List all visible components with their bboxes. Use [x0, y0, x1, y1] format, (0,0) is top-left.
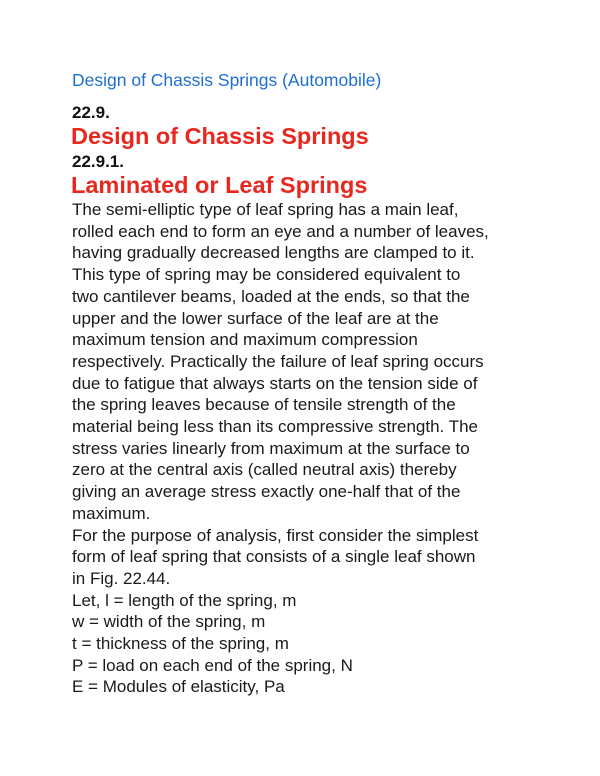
text-line: due to fatigue that always starts on the tension side of: [72, 373, 478, 393]
text-line: E = Modules of elasticity, Pa: [72, 677, 285, 697]
text-line: The semi-elliptic type of leaf spring has a main leaf,: [72, 200, 459, 219]
text-line: For the purpose of analysis, first consider the simplest: [72, 525, 479, 545]
text-line: in Fig. 22.44.: [72, 568, 171, 588]
document-title: Design of Chassis Springs (Automobile): [72, 70, 382, 90]
text-line: having gradually decreased lengths are clamped to it.: [72, 243, 475, 263]
text-line: Let, l = length of the spring, m: [72, 590, 297, 610]
section-number: 22.9.: [72, 103, 110, 122]
text-line: material being less than its compressive strength. The: [72, 417, 478, 437]
text-line: This type of spring may be considered equivalent to: [72, 265, 461, 285]
text-line: rolled each end to form an eye and a number of leaves,: [72, 221, 489, 241]
text-line: the spring leaves because of tensile strength of the: [72, 395, 456, 415]
text-line: stress varies linearly from maximum at the surface to: [72, 438, 470, 458]
text-line: two cantilever beams, loaded at the ends, so that the: [72, 286, 470, 306]
text-line: respectively. Practically the failure of leaf spring occurs: [72, 351, 484, 371]
body-text: [72, 199, 592, 698]
text-line: maximum.: [72, 503, 151, 523]
text-line: maximum tension and maximum compression: [72, 330, 418, 350]
text-line: zero at the central axis (called neutral axis) thereby: [72, 460, 457, 480]
section-heading: Design of Chassis Springs: [71, 123, 369, 149]
text-line: form of leaf spring that consists of a single leaf shown: [72, 547, 476, 567]
subsection-number: 22.9.1.: [72, 152, 124, 171]
text-line: P = load on each end of the spring, N: [72, 655, 353, 675]
text-line: upper and the lower surface of the leaf are at the: [72, 308, 439, 328]
subsection-heading: Laminated or Leaf Springs: [71, 172, 368, 198]
text-line: giving an average stress exactly one-half that of the: [72, 482, 461, 502]
text-line: t = thickness of the spring, m: [72, 634, 289, 654]
text-line: w = width of the spring, m: [72, 612, 266, 632]
